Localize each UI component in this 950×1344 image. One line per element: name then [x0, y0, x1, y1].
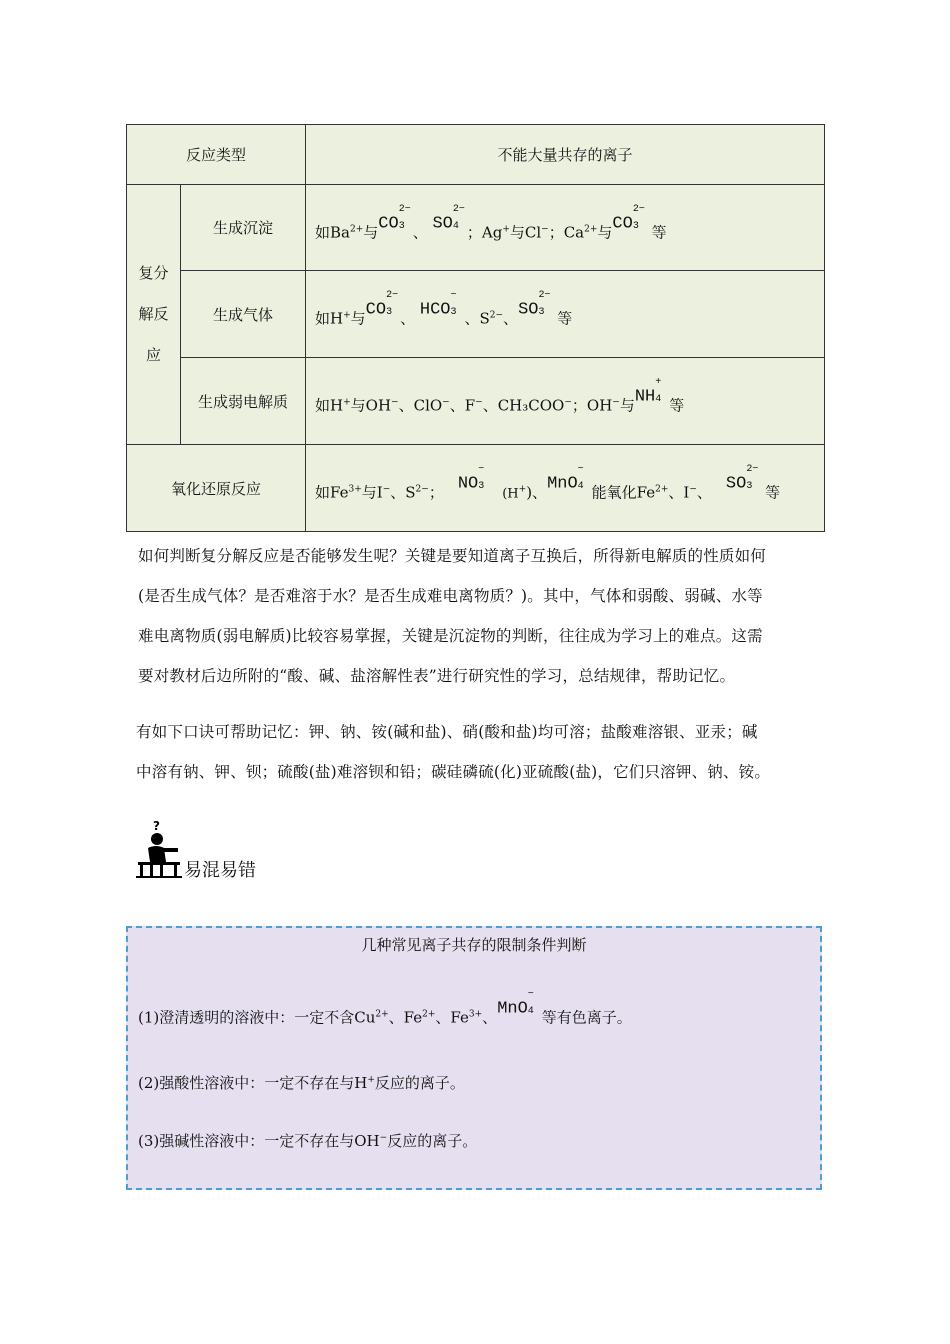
- ions-weak-electrolyte: [306, 358, 825, 445]
- formula: CO 2− 3: [612, 203, 645, 234]
- svg-text:?: ?: [153, 819, 160, 833]
- text: 、: [503, 309, 519, 328]
- box-line-2: (2)强酸性溶液中：一定不存在与H+反应的离子。: [138, 1074, 465, 1092]
- formula: SO 2− 3: [725, 464, 759, 494]
- header-ions: 不能大量共存的离子: [306, 125, 825, 185]
- text: 、S: [390, 483, 416, 502]
- text: 与: [597, 223, 613, 242]
- sup: −: [541, 224, 549, 235]
- formula: HCO − 3: [419, 290, 457, 320]
- sup: 2+: [349, 224, 364, 235]
- text: 、CH₃COO: [482, 396, 565, 415]
- formula: SO 2− 4: [432, 203, 465, 234]
- explanation-paragraph: [138, 536, 828, 696]
- table-header-row: [127, 125, 825, 185]
- text: 能氧化Fe: [591, 483, 656, 502]
- text: 、: [696, 483, 712, 502]
- ion-coexistence-table: [126, 124, 825, 532]
- sup: −: [612, 397, 620, 408]
- text: (H: [502, 486, 519, 502]
- text: 、F: [449, 396, 476, 415]
- text: 如Fe: [315, 483, 349, 502]
- section-label: 易混易错: [184, 860, 256, 881]
- sup: +: [502, 224, 510, 235]
- table-row: [127, 271, 825, 358]
- box-line-3: (3)强碱性溶液中：一定不存在与OH−反应的离子。: [138, 1132, 478, 1150]
- sup: −: [564, 397, 572, 408]
- formula: CO 2− 3: [378, 203, 411, 234]
- text: 与I: [361, 483, 383, 502]
- sup: −: [475, 397, 483, 408]
- text: ；: [428, 483, 444, 502]
- text: 与Cl: [509, 223, 542, 242]
- formula: MnO − 4: [497, 989, 534, 1019]
- text: 与: [350, 309, 366, 328]
- table-row: [127, 358, 825, 445]
- paragraph-line: 如何判断复分解反应是否能够发生呢？关键是要知道离子互换后，所得新电解质的性质如何: [138, 547, 767, 565]
- sup: +: [518, 484, 527, 495]
- sup: −: [382, 484, 391, 495]
- text: 与: [363, 223, 379, 242]
- group-label-double-decomposition: [127, 185, 181, 445]
- paragraph-line: 要对教材后边所附的“酸、碱、盐溶解性表”进行研究性的学习，总结规律，帮助记忆。: [138, 667, 736, 685]
- paragraph-line: 中溶有钠、钾、钡；硫酸(盐)难溶钡和铅；碳硅磷硫(化)亚硫酸(盐)，它们只溶钾、钠、铵。: [136, 763, 771, 781]
- group-label-line: 应: [145, 346, 161, 364]
- text: ；Ca: [548, 223, 585, 242]
- text: 等: [651, 223, 667, 242]
- sup: −: [391, 397, 399, 408]
- formula: NO − 3: [457, 464, 485, 494]
- conditions-box: [126, 926, 822, 1190]
- reaction-type-redox: 氧化还原反应: [127, 445, 306, 532]
- ions-precipitate: [306, 185, 825, 271]
- sup: 2+: [584, 224, 598, 235]
- group-label-line: 解反: [138, 305, 169, 323]
- formula: NH + 4: [634, 377, 662, 407]
- sup: +: [343, 397, 351, 408]
- text: 、S: [464, 309, 490, 328]
- formula: SO 2− 3: [518, 290, 551, 320]
- table-row: [127, 445, 825, 532]
- text: ；Ag: [466, 223, 503, 242]
- text: 、ClO: [398, 396, 443, 415]
- text: 、: [412, 223, 428, 242]
- text: 、I: [668, 483, 690, 502]
- sup: 2−: [489, 310, 504, 321]
- ions-gas: [306, 271, 825, 358]
- reaction-type-weak-electrolyte: 生成弱电解质: [181, 358, 306, 445]
- mnemonic-paragraph: [136, 712, 836, 792]
- text: )、: [526, 483, 548, 502]
- sup: +: [343, 310, 351, 321]
- formula: CO 2− 3: [365, 290, 399, 320]
- text: 等: [765, 483, 781, 502]
- paragraph-line: (是否生成气体？是否难溶于水？是否生成难电离物质？)。其中，气体和弱酸、弱碱、水等: [138, 587, 763, 605]
- header-reaction-type: 反应类型: [127, 125, 306, 185]
- ions-redox: [306, 445, 825, 532]
- formula: MnO − 4: [547, 464, 584, 494]
- paragraph-line: 难电离物质(弱电解质)比较容易掌握，关键是沉淀物的判断，往往成为学习上的难点。这需: [138, 627, 763, 645]
- paragraph-line: 有如下口诀可帮助记忆：钾、钠、铵(碱和盐)、硝(酸和盐)均可溶；盐酸难溶银、亚汞；碱: [136, 723, 758, 741]
- text: 如H: [315, 396, 344, 415]
- text: ；OH: [571, 396, 613, 415]
- sup: −: [689, 484, 697, 495]
- text: 等: [557, 309, 573, 328]
- sup: 3+: [348, 484, 362, 495]
- box-line-1: (1)澄清透明的溶液中：一定不含$Cu^{2+}$、$Fe^{2+}$、$Fe^{3+}$、MnO − 4 等有色离子。: [138, 989, 632, 1027]
- sup: −: [442, 397, 450, 408]
- table-row: [127, 185, 825, 271]
- text: 与OH: [350, 396, 392, 415]
- text: 等: [669, 396, 685, 415]
- text: 与: [619, 396, 635, 415]
- thinking-student-icon: [136, 818, 182, 880]
- sup: 2−: [415, 484, 429, 495]
- text: 、: [400, 309, 416, 328]
- sup: 2+: [655, 484, 669, 495]
- text: 如H: [315, 309, 344, 328]
- reaction-type-gas: 生成气体: [181, 271, 306, 358]
- box-title: 几种常见离子共存的限制条件判断: [361, 936, 587, 954]
- text: 如Ba: [315, 223, 350, 242]
- group-label-line: 复分: [138, 264, 169, 282]
- reaction-type-precipitate: 生成沉淀: [181, 185, 306, 271]
